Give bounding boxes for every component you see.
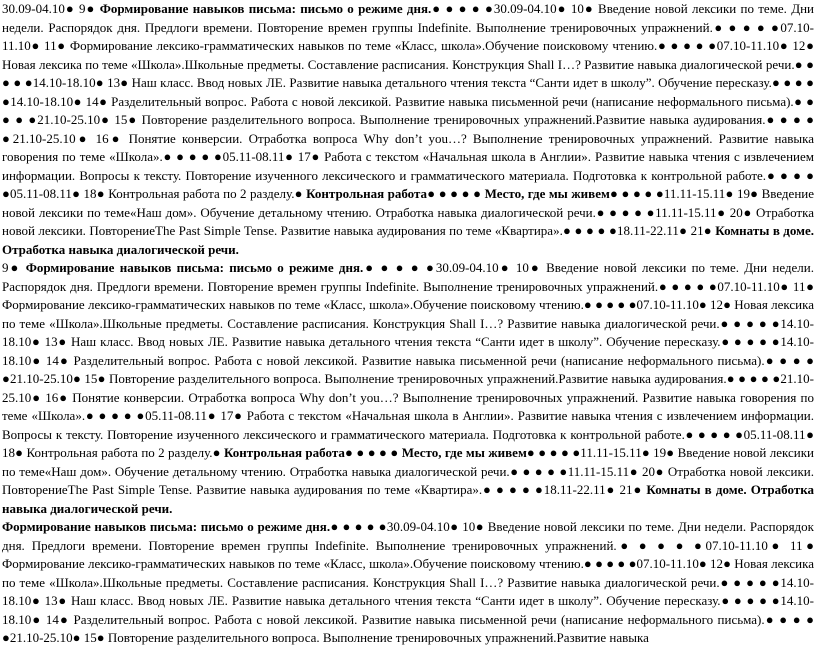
- text-run: ● ● ● ● ●11.11-15.11● 19● Введение новой лексики по теме«Наш дом». Обучение детальному чтению. Отработка навыка диалогической речи.● ● ● ● ●11.11-15.11● 20● Отработка новой лексики. ПовторениеThe Past Simple Tense. Развитие навыка аудирования по теме «Квартира».● ● ● ● ●18.11-22.11● 21●: [2, 186, 814, 238]
- text-run: 9●: [2, 260, 26, 275]
- text-run: ● ● ● ● ●30.09-04.10● 10● Введение новой лексики по теме. Дни недели. Распорядок дня. Предлоги времени. Повторение времен группы Indefinite. Выполнение тренировочных упражнений.● ● ● ● ●07.10-11.10● 11● Формирование лексико-грамматических навыков по теме «Класс, школа».Обучение поисковому чтению.● ● ● ● ●07.10-11.10● 12● Новая лексика по теме «Школа».Школьные предметы. Составление расписания. Конструкция Shall I…? Развитие навыка диалогической речи.● ● ● ● ●14.10-18.10● 13● Наш класс. Ввод новых ЛЕ. Развитие навыка детального чтения текста “Санти идет в школу”. Обучение пересказу.● ● ● ● ●14.10-18.10● 14● Разделительный вопрос. Работа с новой лексикой. Развитие навыка письменной речи (написание неформального письма).● ● ● ● ●21.10-25.10● 15● Повторение разделительного вопроса. Выполнение тренировочных упражнений.Развитие навыка: [2, 519, 814, 645]
- bold-text-run: Формирование навыков письма: письмо о режиме дня.: [99, 1, 432, 16]
- text-block-1: [2, 0, 814, 259]
- bold-text-run: Формирование навыков письма: письмо о режиме дня.: [2, 519, 331, 534]
- text-block-3: [2, 518, 814, 648]
- bold-text-run: Контрольная работа: [306, 186, 428, 201]
- bold-text-run: Формирование навыков письма: письмо о режиме дня.: [25, 260, 364, 275]
- text-run: ● ● ● ● ●11.11-15.11● 19● Введение новой лексики по теме«Наш дом». Обучение детальному чтению. Отработка навыка диалогической речи.● ● ● ● ●11.11-15.11● 20● Отработка новой лексики. ПовторениеThe Past Simple Tense. Развитие навыка аудирования по теме «Квартира».● ● ● ● ●18.11-22.11● 21●: [2, 445, 815, 497]
- text-run: ● ● ● ● ●30.09-04.10● 10● Введение новой лексики по теме. Дни недели. Распорядок дня. Предлоги времени. Повторение времен группы Indefinite. Выполнение тренировочных упражнений.● ● ● ● ●07.10-11.10● 11● Формирование лексико-грамматических навыков по теме «Класс, школа».Обучение поисковому чтению.● ● ● ● ●07.10-11.10● 12● Новая лексика по теме «Школа».Школьные предметы. Составление расписания. Конструкция Shall I…? Развитие навыка диалогической речи.● ● ● ● ●14.10-18.10● 13● Наш класс. Ввод новых ЛЕ. Развитие навыка детального чтения текста “Санти идет в школу”. Обучение пересказу.● ● ● ● ●14.10-18.10● 14● Разделительный вопрос. Работа с новой лексикой. Развитие навыка письменной речи (написание неформального письма).● ● ● ● ●21.10-25.10● 15● Повторение разделительного вопроса. Выполнение тренировочных упражнений.Развитие навыка аудирования.● ● ● ● ●21.10-25.10● 16● Понятие конверсии. Отработка вопроса Why don’t you…? Выполнение тренировочных упражнений. Развитие навыка говорения по теме «Школа».● ● ● ● ●05.11-08.11● 17● Работа с текстом «Начальная школа в Англии». Развитие навыка чтения с извлечением информации. Вопросы к тексту. Повторение изученного лексического и грамматического материала. Подготовка к контрольной работе.● ● ● ● ●05.11-08.11● 18● Контрольная работа по 2 разделу.●: [2, 260, 814, 460]
- bold-text-run: Место, где мы живем: [401, 445, 527, 460]
- text-block-2: [2, 259, 814, 518]
- document-body: [2, 0, 814, 648]
- bold-text-run: Контрольная работа: [224, 445, 345, 460]
- text-run: ● ● ● ● ●: [344, 445, 402, 460]
- text-run: 30.09-04.10● 9●: [2, 1, 100, 16]
- bold-text-run: Комнаты в доме. Отработка навыка диалогической речи.: [2, 223, 814, 257]
- text-run: ● ● ● ● ●: [427, 186, 485, 201]
- bold-text-run: Комнаты в доме. Отработка навыка диалогической речи.: [2, 482, 815, 516]
- bold-text-run: Место, где мы живем: [484, 186, 610, 201]
- text-run: ● ● ● ● ●30.09-04.10● 10● Введение новой лексики по теме. Дни недели. Распорядок дня. Предлоги времени. Повторение времен группы Indefinite. Выполнение тренировочных упражнений.● ● ● ● ●07.10-11.10● 11● Формирование лексико-грамматических навыков по теме «Класс, школа».Обучение поисковому чтению.● ● ● ● ●07.10-11.10● 12● Новая лексика по теме «Школа».Школьные предметы. Составление расписания. Конструкция Shall I…? Развитие навыка диалогической речи.● ● ● ● ●14.10-18.10● 13● Наш класс. Ввод новых ЛЕ. Развитие навыка детального чтения текста “Санти идет в школу”. Обучение пересказу.● ● ● ● ●14.10-18.10● 14● Разделительный вопрос. Работа с новой лексикой. Развитие навыка письменной речи (написание неформального письма).● ● ● ● ●21.10-25.10● 15● Повторение разделительного вопроса. Выполнение тренировочных упражнений.Развитие навыка аудирования.● ● ● ● ●21.10-25.10● 16● Понятие конверсии. Отработка вопроса Why don’t you…? Выполнение тренировочных упражнений. Развитие навыка говорения по теме «Школа».● ● ● ● ●05.11-08.11● 17● Работа с текстом «Начальная школа в Англии». Развитие навыка чтения с извлечением информации. Вопросы к тексту. Повторение изученного лексического и грамматического материала. Подготовка к контрольной работе.● ● ● ● ●05.11-08.11● 18● Контрольная работа по 2 разделу.●: [2, 1, 814, 201]
